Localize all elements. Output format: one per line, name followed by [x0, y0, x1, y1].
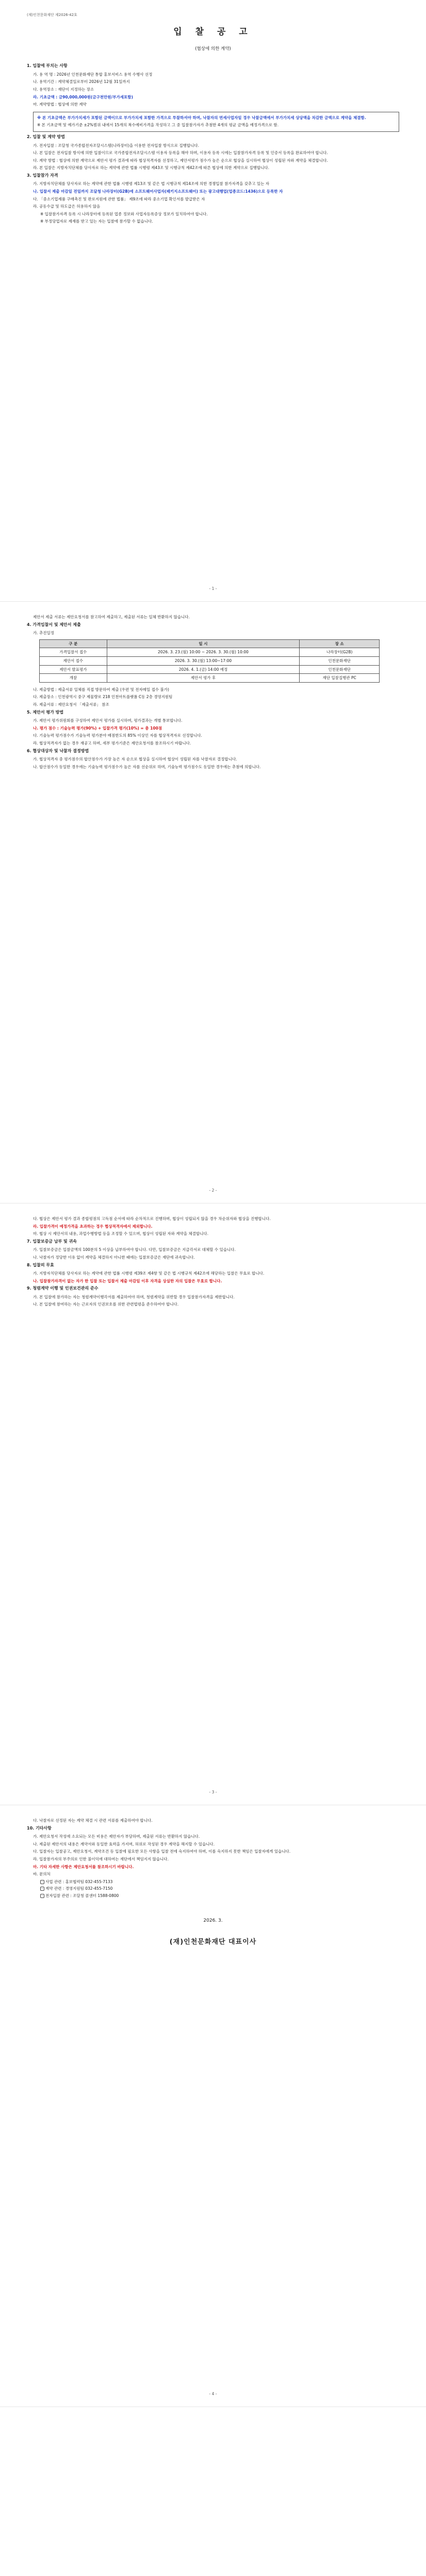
list-item: 라. 본 입찰은 지방자치단체를 당사자로 하는 계약에 관한 법률 시행령 제43조 및 시행규칙 제42조에 따른 협상에 의한 계약으로 집행합니다. — [33, 165, 269, 171]
list-item: 다. 제출장소 : 인천광역시 중구 제물량로 218 인천아트플랫폼 C동 2층 경영지원팀 — [33, 694, 173, 700]
table-cell: 2026. 4. 1.(금) 14:00 예정 — [107, 665, 300, 674]
section-heading: 3. 입찰참가 자격 — [27, 173, 58, 178]
list-item: 라. 제출서류 : 제안요청서 「제출서류」 참조 — [33, 702, 109, 707]
list-item: 가. 지방자치단체를 당사자로 하는 계약에 관한 법률 시행령 제39조 제4항 및 같은 법 시행규칙 제42조에 해당하는 입찰은 무효로 합니다. — [33, 1270, 265, 1276]
list-item: 라. 입찰가격이 예정가격을 초과하는 경우 협상적격자에서 제외합니다. — [33, 1224, 153, 1229]
section-7 — [27, 1239, 399, 1261]
section-6 — [27, 748, 399, 770]
section-3 — [27, 173, 399, 224]
section-1 — [27, 63, 399, 132]
list-item: 다. 입찰자는 입찰공고, 제안요청서, 계약조건 등 입찰에 필요한 모든 사항을 입찰 전에 숙지하여야 하며, 이를 숙지하지 못한 책임은 입찰자에게 있습니다. — [33, 1849, 291, 1854]
list-item: 다. 기술능력 평가점수가 기술능력 평가분야 배점한도의 85% 이상인 자를 협상적격자로 선정합니다. — [33, 733, 202, 738]
schedule-table — [39, 639, 380, 683]
page-title: 입 찰 공 고 — [173, 26, 253, 37]
list-item: 가. 지방자치단체를 당사자로 하는 계약에 관한 법률 시행령 제13조 및 같은 법 시행규칙 제14조에 의한 경쟁입찰 참가자격을 갖추고 있는 자 — [33, 181, 269, 187]
contact-text: 사업 관련 : 홍보협력팀 032-455-7133 — [45, 1879, 113, 1884]
list-item: 마. 기타 자세한 사항은 제안요청서를 참조하시기 바랍니다. — [33, 1864, 134, 1869]
table-row — [40, 656, 380, 665]
paragraph: 제안서 제출 서류는 제안요청서를 참고하여 제출하고, 제출된 서류는 일체 반환하지 않습니다. — [33, 615, 190, 619]
section-2 — [27, 134, 399, 171]
table-cell: 인천문화재단 — [300, 665, 380, 674]
list-item: 다. 용역장소 : 재단이 지정하는 장소 — [33, 87, 94, 92]
table-header: 장 소 — [300, 639, 380, 648]
section-heading: 8. 입찰의 무효 — [27, 1262, 54, 1267]
table-cell: 가격입찰서 접수 — [40, 648, 107, 657]
issue-date: 2026. 3. — [203, 1918, 223, 1923]
issuer-name: (재)인천문화재단 대표이사 — [169, 1938, 257, 1946]
page-number: - 2 - — [209, 1188, 217, 1193]
notice-line: ※ 본 기초금액 및 예가기준 ±2%범위 내에서 15개의 복수예비가격을 작성하고 그 중 입찰참가자가 추첨한 4개의 평균 금액을 예정가격으로 함. — [37, 122, 279, 127]
list-item: 나. 제출방법 : 제출서류 일체를 직접 방문하여 제출 (우편 및 전자메일 접수 불가) — [33, 687, 169, 692]
contact-item — [40, 1879, 399, 1885]
list-item: 다. 「중소기업제품 구매촉진 및 판로지원에 관한 법률」 제9조에 따라 중소기업 확인서를 발급받은 자 — [33, 196, 205, 201]
table-cell: 제안서 발표평가 — [40, 665, 107, 674]
contact-text: 전자입찰 관련 : 조달청 콜센터 1588-0800 — [45, 1893, 119, 1899]
list-item: 나. 본 입찰은 전자입찰 방식에 의한 입찰이므로 국가종합전자조달시스템 이용자 등록을 해야 하며, 이용자 등록 시에는 입찰참가자격 등록 및 인증서 등록을 완료하여야 합니다. — [33, 150, 328, 156]
list-item: 마. 협상 시 제안서의 내용, 과업수행방법 등을 조정할 수 있으며, 협상이 성립된 자와 계약을 체결합니다. — [33, 1231, 208, 1236]
list-item: 나. 본 입찰에 참여하는 자는 근로자의 인권보호를 위한 관련법령을 준수하여야 합니다. — [33, 1302, 179, 1307]
document-page-2 — [0, 602, 426, 1204]
table-row — [40, 665, 380, 674]
list-item-text: 나. 입찰서 제출 마감일 전일까지 조달청 나라장터(G2B)에 소프트웨어사업자(패키지소프트웨어) 또는 광고대행업(업종코드:1436)으로 등록한 자 — [33, 189, 283, 194]
table-header: 구 분 — [40, 639, 107, 648]
table-header: 일 시 — [107, 639, 300, 648]
section-4 — [27, 622, 399, 708]
document-page-4 — [0, 1805, 426, 2407]
document-number: (재)인천문화재단 제2026-42호 — [27, 13, 77, 17]
document-page-1 — [0, 0, 426, 602]
notice-box — [33, 112, 399, 132]
table-cell: 제안서 접수 — [40, 656, 107, 665]
page-number: - 1 - — [209, 586, 217, 591]
list-item: 가. 본 입찰에 참가하는 자는 청렴계약이행각서를 제출하여야 하며, 청렴계약을 위반할 경우 입찰참가자격을 제한합니다. — [33, 1294, 235, 1299]
list-item: 다. 계약 방법 : 협상에 의한 계약으로 제안서 평가 결과에 따라 협상적격자를 선정하고, 제안서평가 점수가 높은 순으로 협상을 실시하여 협상이 성립된 자와 계약을 체결합니다. — [33, 158, 328, 163]
section-8 — [27, 1262, 399, 1284]
circle-icon: - — [40, 1887, 44, 1891]
section-heading: 2. 입찰 및 계약 방법 — [27, 134, 65, 140]
paragraph: 다. 낙찰자로 선정된 자는 계약 체결 시 관련 서류를 제출하여야 합니다. — [33, 1818, 153, 1823]
circle-icon: - — [40, 1880, 44, 1884]
document-page-3 — [0, 1204, 426, 1805]
list-item: 라. 협상적격자가 없는 경우 재공고 하며, 세부 평가기준은 제안요청서를 참조하시기 바랍니다. — [33, 740, 191, 745]
list-item: 가. 제안요청서 작성에 소요되는 모든 비용은 제안자가 부담하며, 제출된 서류는 반환하지 않습니다. — [33, 1834, 200, 1839]
contact-item — [40, 1886, 399, 1892]
list-item: 나. 용역기간 : 계약체결일로부터 2026년 12월 31일까지 — [33, 79, 130, 84]
sub-heading: 가. 추진일정 — [33, 631, 54, 636]
section-heading: 5. 제안서 평가 방법 — [27, 709, 64, 715]
contact-item — [40, 1893, 399, 1899]
note: ※ 입찰참가자격 등록 시 나라장터에 등록된 업종 정보와 사업자등록증상 정보가 일치하여야 합니다. — [40, 211, 208, 216]
section-heading: 7. 입찰보증금 납부 및 귀속 — [27, 1239, 77, 1244]
list-item: 라. 기초금액 : 금90,000,000원(금구천만원/부가세포함) — [33, 94, 133, 99]
list-item: 가. 용 역 명 : 2026년 인천문화재단 통합 홍보서비스 용역 수행사 선정 — [33, 72, 153, 77]
list-item: 바. 문의처 — [33, 1872, 51, 1877]
circle-icon: - — [40, 1894, 44, 1898]
page-subtitle: (협상에 의한 계약) — [195, 46, 231, 52]
list-item: 마. 계약방법 : 협상에 의한 계약 — [33, 102, 87, 107]
page-number: - 3 - — [209, 1790, 217, 1795]
list-item: 가. 제안서 평가위원회를 구성하여 제안서 평가를 실시하며, 평가결과는 개별 통보합니다. — [33, 718, 183, 723]
contact-text: 계약 관련 : 경영지원팀 032-455-7150 — [45, 1886, 113, 1891]
table-row — [40, 648, 380, 657]
list-item: 가. 협상적격자 중 평가점수의 합산점수가 가장 높은 자 순으로 협상을 실시하여 협상이 성립된 자를 낙찰자로 결정합니다. — [33, 756, 237, 761]
list-item: 나. 합산점수가 동일한 경우에는 기술능력 평가점수가 높은 자를 선순위로 하며, 기술능력 평가점수도 동일한 경우에는 추첨에 의합니다. — [33, 764, 261, 769]
table-cell: 재단 입찰집행관 PC — [300, 674, 380, 683]
section-9 — [27, 1285, 399, 1308]
list-item: 라. 공동수급 및 하도급은 허용하지 않음 — [33, 204, 101, 209]
section-heading: 9. 청렴계약 이행 및 인권보건관리 준수 — [27, 1286, 99, 1291]
list-item: 나. 평가 점수 : 기술능력 평가(90%) + 입찰가격 평가(10%) = 총 100점 — [33, 725, 162, 731]
page-number: - 4 - — [209, 2392, 217, 2397]
list-item: 라. 입찰참가자의 부주의로 인한 불이익에 대하여는 재단에서 책임지지 않습니다. — [33, 1856, 169, 1861]
section-heading: 6. 협상대상자 및 낙찰자 결정방법 — [27, 748, 89, 753]
list-item: 가. 입찰보증금은 입찰금액의 100분의 5 이상을 납부하여야 합니다. 다만, 입찰보증금은 지급각서로 대체할 수 있습니다. — [33, 1247, 236, 1252]
section-5 — [27, 709, 399, 747]
table-cell: 2026. 3. 23.(월) 10:00 ~ 2026. 3. 30.(월) 10:00 — [107, 648, 300, 657]
table-cell: 제안서 평가 후 — [107, 674, 300, 683]
notice-line: ※ 본 기초금액은 부가가치세가 포함된 금액이므로 부가가치세 포함한 가격으로 투찰하셔야 하며, 낙찰자의 면세사업자일 경우 낙찰금액에서 부가가치세 상당액을 차감한 금액으로 계약을 체결함. — [37, 115, 366, 120]
table-cell: 나라장터(G2B) — [300, 648, 380, 657]
paragraph: 다. 협상은 제안서 평가 결과 종합평점의 고득점 순서에 따라 순차적으로 진행하며, 협상이 성립되지 않을 경우 차순위자와 협상을 진행합니다. — [33, 1216, 271, 1221]
section-heading: 10. 기타사항 — [27, 1825, 52, 1831]
table-cell: 개찰 — [40, 674, 107, 683]
section-10 — [27, 1825, 399, 1899]
list-item: 가. 전자입찰 : 조달청 국가종합전자조달시스템(나라장터)을 이용한 전자입찰 방식으로 집행합니다. — [33, 143, 200, 148]
table-header-row — [40, 639, 380, 648]
list-item: 나. 낙찰자가 정당한 이유 없이 계약을 체결하지 아니한 때에는 입찰보증금은 재단에 귀속합니다. — [33, 1255, 195, 1260]
note: ※ 부정당업자로 제재를 받고 있는 자는 입찰에 참가할 수 없습니다. — [40, 218, 153, 224]
table-cell: 2026. 3. 30.(월) 13:00~17:00 — [107, 656, 300, 665]
section-heading: 4. 가격입찰서 및 제안서 제출 — [27, 622, 81, 627]
list-item — [33, 189, 399, 195]
section-heading: 1. 입찰에 부치는 사항 — [27, 63, 68, 69]
list-item: 나. 입찰참가자격이 없는 자가 한 입찰 또는 입찰서 제출 마감일 이후 자격을 상실한 자의 입찰은 무효로 합니다. — [33, 1278, 222, 1283]
table-cell: 인천문화재단 — [300, 656, 380, 665]
table-row — [40, 674, 380, 683]
list-item: 나. 제출된 제안서의 내용은 계약서와 동일한 효력을 가지며, 허위로 작성된 경우 계약을 해지할 수 있습니다. — [33, 1841, 215, 1846]
